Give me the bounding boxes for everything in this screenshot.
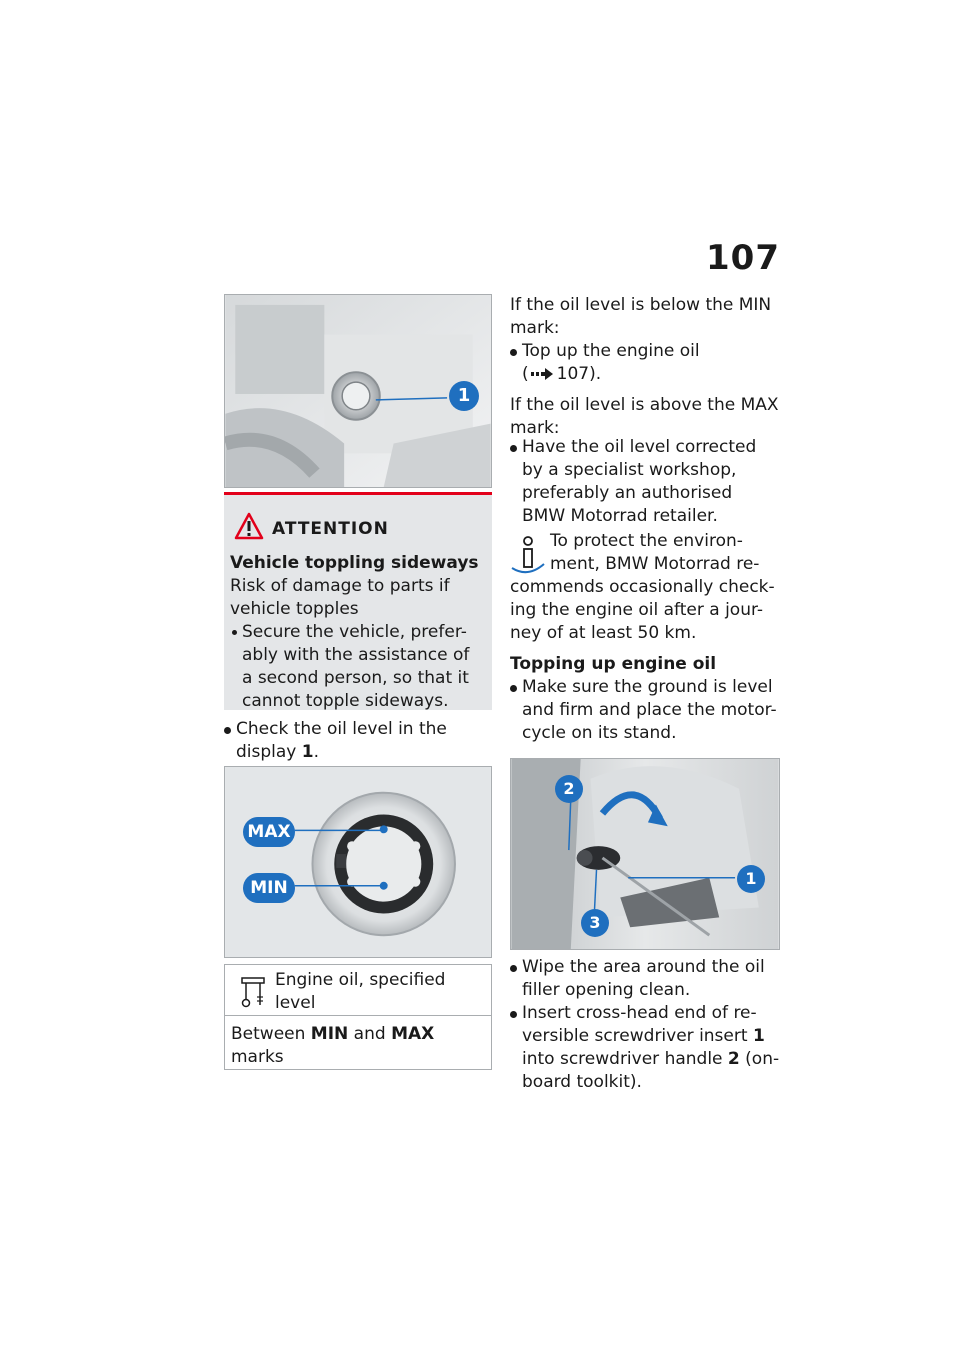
check-oil-ref-number: 1 <box>301 742 314 762</box>
have-line1: Have the oil level corrected <box>522 437 757 457</box>
topping-heading: Topping up engine oil <box>510 654 717 674</box>
spec-table <box>224 964 492 1070</box>
attention-heading: Vehicle toppling sideways <box>230 553 479 573</box>
have-line4: BMW Motorrad retailer. <box>522 506 718 526</box>
attention-bullet-line2: ably with the assistance of <box>242 645 470 665</box>
callout-1: 1 <box>737 865 765 893</box>
check-oil-period: . <box>313 742 320 762</box>
attention-bullet-line3: a second person, so that it <box>242 668 469 688</box>
insert-ref-1: 1 <box>752 1026 765 1046</box>
info-line1: To protect the environ- <box>550 531 743 551</box>
attention-bullet-line4: cannot topple sideways. <box>242 691 449 711</box>
make-sure-line2: and firm and place the motor- <box>522 700 777 720</box>
min-label: MIN <box>243 873 295 903</box>
wipe-line2: filler opening clean. <box>522 980 691 1000</box>
info-line3: commends occasionally check- <box>510 577 775 597</box>
handle-text: into screwdriver handle <box>522 1049 728 1069</box>
topup-line1: Top up the engine oil <box>522 341 700 361</box>
info-line2: ment, BMW Motorrad re- <box>550 554 760 574</box>
oil-sight-glass-photo <box>224 766 492 958</box>
have-line2: by a specialist workshop, <box>522 460 737 480</box>
spec-title-line2: level <box>275 993 316 1013</box>
arrow-right-icon <box>531 368 553 380</box>
callout-2: 2 <box>555 775 583 803</box>
attention-title: ATTENTION <box>272 519 389 539</box>
insert-ref-2: 2 <box>727 1049 740 1069</box>
insert-line2 <box>522 1025 765 1048</box>
have-line3: preferably an authorised <box>522 483 733 503</box>
info-line5: ney of at least 50 km. <box>510 623 697 643</box>
make-sure-line1: Make sure the ground is level <box>522 677 773 697</box>
callout-3: 3 <box>581 909 609 937</box>
below-min-line2: mark: <box>510 318 560 338</box>
spec-max: MAX <box>391 1024 435 1044</box>
sight-glass-illustration <box>225 767 491 957</box>
topup-line2 <box>522 363 601 386</box>
spec-between: Between <box>231 1024 311 1044</box>
page-number: 107 <box>706 238 780 278</box>
spec-value-line2: marks <box>231 1047 284 1067</box>
attention-risk-line2: vehicle topples <box>230 599 359 619</box>
oil-filler-photo <box>510 758 780 950</box>
spec-divider <box>225 1015 491 1016</box>
above-max-line1: If the oil level is above the MAX <box>510 395 779 415</box>
info-line4: ing the engine oil after a jour- <box>510 600 764 620</box>
spec-value-line1 <box>231 1023 434 1046</box>
engine-photo-oil-window <box>224 294 492 488</box>
attention-risk-line1: Risk of damage to parts if <box>230 576 450 596</box>
open-paren: ( <box>522 364 529 384</box>
wipe-line1: Wipe the area around the oil <box>522 957 765 977</box>
below-min-line1: If the oil level is below the MIN <box>510 295 772 315</box>
insert-text: versible screwdriver insert <box>522 1026 753 1046</box>
attention-bullet-line1: Secure the vehicle, prefer- <box>242 622 467 642</box>
max-label: MAX <box>243 817 295 847</box>
insert-line3 <box>522 1048 779 1071</box>
insert-line4: board toolkit). <box>522 1072 642 1092</box>
check-oil-text: display <box>236 742 302 762</box>
make-sure-line3: cycle on its stand. <box>522 723 677 743</box>
filler-illustration <box>511 759 779 949</box>
spec-and: and <box>348 1024 392 1044</box>
onboard-text: (on- <box>739 1049 780 1069</box>
above-max-line2: mark: <box>510 418 560 438</box>
attention-box <box>224 492 492 710</box>
oil-can-icon <box>239 975 267 1009</box>
insert-line1: Insert cross-head end of re- <box>522 1003 757 1023</box>
spec-title-line1: Engine oil, specified <box>275 970 446 990</box>
topup-page-ref[interactable]: 107). <box>556 364 602 384</box>
warning-triangle-icon <box>234 511 264 541</box>
check-oil-line1: Check the oil level in the <box>236 719 447 739</box>
callout-1: 1 <box>449 381 479 411</box>
spec-min: MIN <box>310 1024 349 1044</box>
check-oil-line2 <box>236 741 319 764</box>
info-icon <box>510 534 546 574</box>
